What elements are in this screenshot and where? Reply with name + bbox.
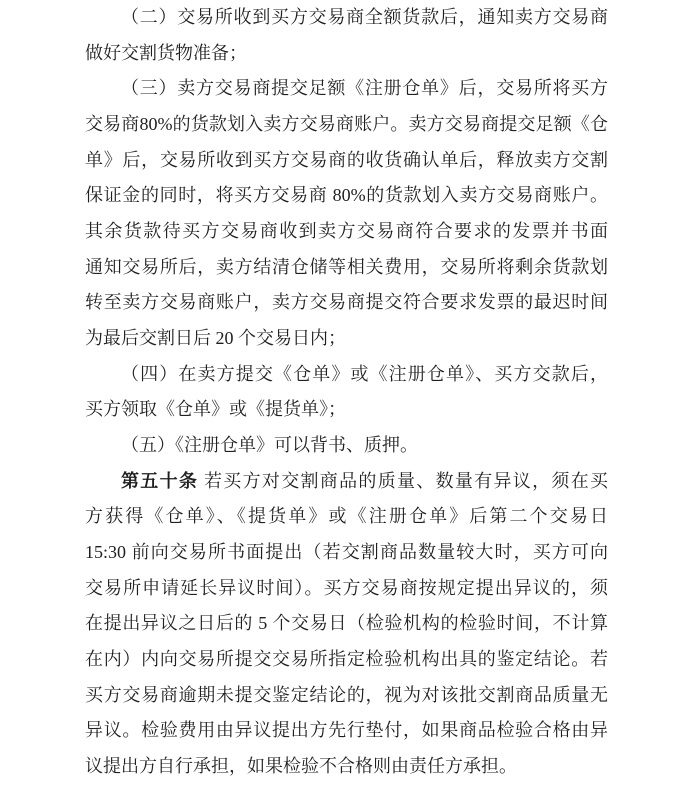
- document-line-clause-3-2: [85, 107, 608, 143]
- document-line-article-50-5: [85, 606, 608, 642]
- document-line-clause-3-4: [85, 178, 608, 214]
- text-segment: （三）卖方交易商提交足额《注册仓单》后，交易所将买方: [121, 78, 608, 99]
- text-segment: 保证金的同时，将买方交易商 80%的货款划入卖方交易商账户。: [85, 185, 608, 206]
- document-line-article-50-2: [85, 499, 608, 535]
- text-segment: （四）在卖方提交《仓单》或《注册仓单》、买方交款后，: [121, 363, 608, 384]
- document-line-clause-3-3: [85, 143, 608, 179]
- text-segment: （五）《注册仓单》可以背书、质押。: [121, 435, 418, 456]
- text-segment: 若买方对交割商品的质量、数量有异议，须在买: [198, 470, 609, 491]
- document-line-article-50-4: [85, 571, 608, 607]
- text-segment: 方获得《仓单》、《提货单》或《注册仓单》后第二个交易日: [85, 506, 608, 527]
- text-segment: 买方领取《仓单》或《提货单》；: [85, 399, 346, 420]
- text-segment: 交易商80%的货款划入卖方交易商账户。卖方交易商提交足额《仓: [85, 114, 608, 135]
- document-line-article-50-8: [85, 713, 608, 749]
- text-segment: 做好交割货物准备；: [85, 42, 247, 63]
- text-segment: 单》后，交易所收到买方交易商的收货确认单后，释放卖方交割: [85, 149, 608, 170]
- document-line-article-50-6: [85, 642, 608, 678]
- text-segment: 议提出方自行承担，如果检验不合格则由责任方承担。: [85, 756, 517, 777]
- document-line-clause-3-1: [85, 71, 608, 107]
- document-line-clause-4-1: [85, 357, 608, 393]
- document-line-article-50-1: [85, 464, 608, 500]
- text-segment: 在内）内向交易所提交交易所指定检验机构出具的鉴定结论。若: [85, 649, 608, 670]
- document-line-clause-4-2: [85, 392, 608, 428]
- document-line-clause-3-8: [85, 321, 608, 357]
- text-segment: 通知交易所后，卖方结清仓储等相关费用，交易所将剩余货款划: [85, 256, 608, 277]
- document-line-clause-3-5: [85, 214, 608, 250]
- document-line-article-50-7: [85, 678, 608, 714]
- document-line-clause-2-1: [85, 0, 608, 36]
- text-segment: 15:30 前向交易所书面提出（若交割商品数量较大时，买方可向: [85, 542, 608, 563]
- text-segment: 异议。检验费用由异议提出方先行垫付，如果商品检验合格由异: [85, 720, 608, 741]
- text-segment: 为最后交割日后 20 个交易日内；: [85, 328, 346, 349]
- document-line-clause-3-6: [85, 250, 608, 286]
- document-line-clause-2-2: [85, 36, 608, 72]
- text-segment: 其余货款待买方交易商收到卖方交易商符合要求的发票并书面: [85, 221, 608, 242]
- document-line-article-50-3: [85, 535, 608, 571]
- text-segment: 转至卖方交易商账户，卖方交易商提交符合要求发票的最迟时间: [85, 292, 608, 313]
- text-segment: （二）交易所收到买方交易商全额货款后，通知卖方交易商: [121, 7, 608, 27]
- text-segment: 在提出异议之日后的 5 个交易日（检验机构的检验时间，不计算: [85, 613, 608, 634]
- text-segment: 买方交易商逾期未提交鉴定结论的，视为对该批交割商品质量无: [85, 684, 608, 705]
- document-line-article-50-9: [85, 749, 608, 785]
- article-number-heading: 第五十条: [121, 470, 199, 491]
- document-line-clause-5-1: [85, 428, 608, 464]
- text-segment: 交易所申请延长异议时间）。买方交易商按规定提出异议的，须: [85, 577, 608, 598]
- document-line-clause-3-7: [85, 285, 608, 321]
- document-body: [85, 0, 608, 785]
